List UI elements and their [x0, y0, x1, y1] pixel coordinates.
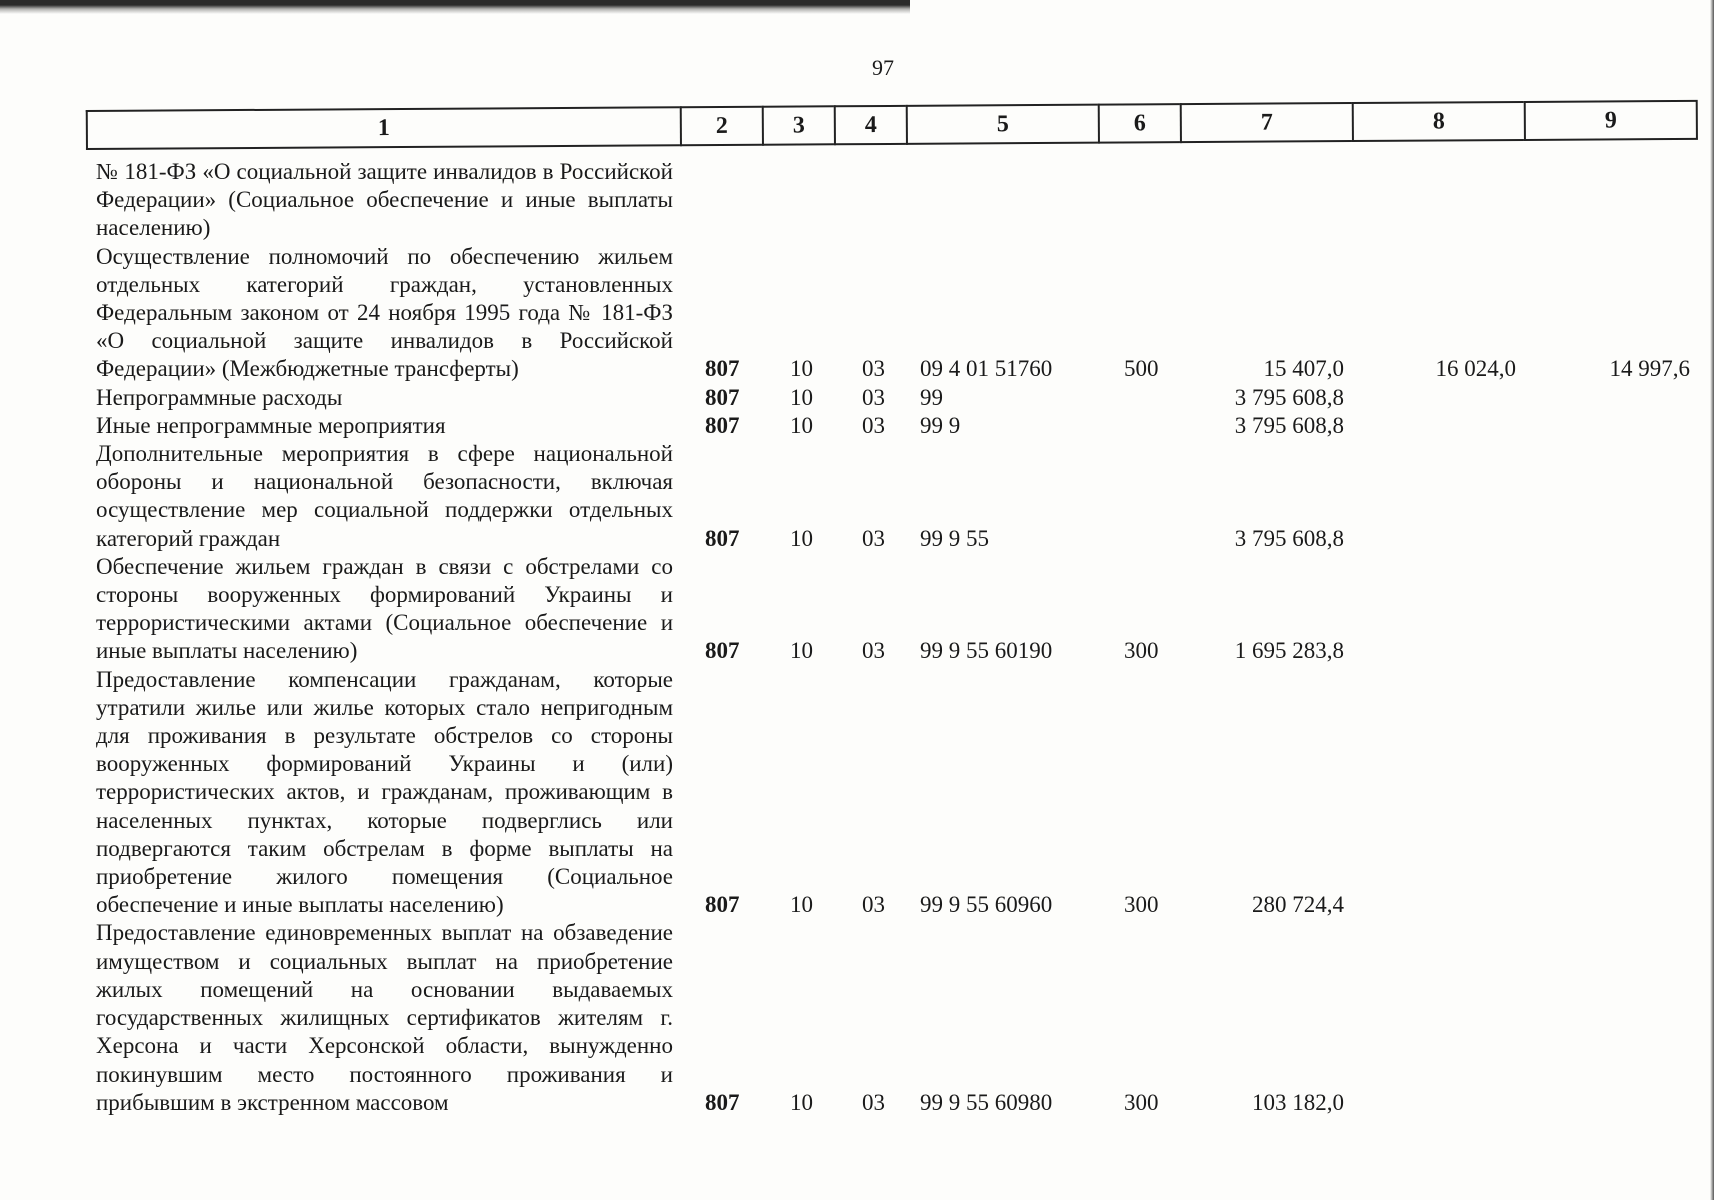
- cell-col-4: 03: [862, 892, 885, 918]
- cell-col-2: 807: [705, 892, 740, 918]
- header-col-7: 7: [1180, 102, 1352, 143]
- cell-col-4: 03: [862, 356, 885, 382]
- table-row: [0, 243, 1714, 384]
- cell-col-4: 03: [862, 1089, 885, 1115]
- cell-col-4: 03: [862, 525, 885, 551]
- scan-edge-shadow: [0, 0, 910, 14]
- header-col-5: 5: [906, 104, 1098, 145]
- cell-col-4: 03: [862, 638, 885, 664]
- cell-col-7: 3 795 608,8: [1234, 412, 1344, 438]
- cell-col-5: 99 9 55: [920, 525, 989, 551]
- header-col-9: 9: [1524, 100, 1698, 141]
- cell-col-5: 99 9 55 60960: [920, 892, 1053, 918]
- cell-col-6: 300: [1124, 638, 1159, 664]
- row-description: Осуществление полномочий по обеспечению жильем отдельных категорий граждан, установленных Федеральным законом от 24 ноября 1995 года № 181-ФЗ «О социальной защите инвалидов в Российской Федерации» (Межбюджетные трансферты): [96, 243, 673, 382]
- header-col-2: 2: [680, 106, 762, 147]
- header-col-1: 1: [86, 106, 680, 150]
- cell-col-5: 09 4 01 51760: [920, 356, 1053, 382]
- cell-col-3: 10: [790, 525, 813, 551]
- cell-col-3: 10: [790, 1089, 813, 1115]
- row-description: Предоставление единовременных выплат на обзаведение имуществом и социальных выплат на приобретение жилых помещений на основании выдаваемых государственных жилищных сертификатов жителям г. Херсона и части Херсонской области, вынужденно покинувшим место постоянного проживания и прибывшим в экстренном массовом: [96, 920, 673, 1115]
- header-col-8: 8: [1352, 101, 1524, 142]
- cell-col-3: 10: [790, 892, 813, 918]
- cell-col-2: 807: [705, 356, 740, 382]
- cell-col-7: 3 795 608,8: [1234, 384, 1344, 410]
- table-row: [0, 412, 1714, 440]
- header-col-4: 4: [834, 105, 906, 145]
- cell-col-9: 14 997,6: [1609, 356, 1690, 382]
- cell-col-6: 500: [1124, 356, 1159, 382]
- cell-col-7: 3 795 608,8: [1234, 525, 1344, 551]
- row-description: Иные непрограммные мероприятия: [96, 412, 446, 438]
- cell-col-3: 10: [790, 412, 813, 438]
- header-col-3: 3: [762, 105, 834, 145]
- table-row: [0, 384, 1714, 412]
- cell-col-3: 10: [790, 384, 813, 410]
- page-number: 97: [872, 55, 894, 80]
- table-row: [0, 158, 1714, 243]
- cell-col-5: 99: [920, 384, 943, 410]
- cell-col-2: 807: [705, 384, 740, 410]
- table-row: [0, 553, 1714, 666]
- cell-col-2: 807: [705, 638, 740, 664]
- table-row: [0, 919, 1714, 1116]
- cell-col-3: 10: [790, 638, 813, 664]
- cell-col-8: 16 024,0: [1435, 356, 1516, 382]
- table-row: [0, 440, 1714, 553]
- row-description: Предоставление компенсации гражданам, которые утратили жилье или жилье которых стало непригодным для проживания в результате обстрелов со стороны вооруженных формирований Украины и (или) террористических актов, и гражданам, проживающим в населенных пунктах, которые подверглись или подвергаются таким обстрелам в форме выплаты на приобретение жилого помещения (Социальное обеспечение и иные выплаты населению): [96, 666, 673, 918]
- cell-col-2: 807: [705, 1089, 740, 1115]
- cell-col-5: 99 9 55 60980: [920, 1089, 1053, 1115]
- cell-col-7: 1 695 283,8: [1234, 638, 1344, 664]
- row-description: № 181-ФЗ «О социальной защите инвалидов в Российской Федерации» (Социальное обеспечение и иные выплаты населению): [96, 159, 673, 241]
- cell-col-5: 99 9: [920, 412, 961, 438]
- cell-col-4: 03: [862, 412, 885, 438]
- table-row: [0, 666, 1714, 920]
- table-header: [86, 100, 1698, 152]
- cell-col-7: 15 407,0: [1263, 356, 1344, 382]
- cell-col-7: 280 724,4: [1252, 892, 1344, 918]
- cell-col-5: 99 9 55 60190: [920, 638, 1053, 664]
- cell-col-6: 300: [1124, 1089, 1159, 1115]
- row-description: Непрограммные расходы: [96, 384, 343, 410]
- row-description: Дополнительные мероприятия в сфере национальной обороны и национальной безопасности, включая осуществление мер социальной поддержки отдельных категорий граждан: [96, 441, 673, 551]
- table-body: [0, 158, 1714, 1117]
- cell-col-2: 807: [705, 412, 740, 438]
- cell-col-2: 807: [705, 525, 740, 551]
- cell-col-4: 03: [862, 384, 885, 410]
- header-col-6: 6: [1098, 103, 1180, 144]
- cell-col-6: 300: [1124, 892, 1159, 918]
- cell-col-7: 103 182,0: [1252, 1089, 1344, 1115]
- cell-col-3: 10: [790, 356, 813, 382]
- row-description: Обеспечение жильем граждан в связи с обстрелами со стороны вооруженных формирований Украины и террористическими актами (Социальное обеспечение и иные выплаты населению): [96, 553, 673, 664]
